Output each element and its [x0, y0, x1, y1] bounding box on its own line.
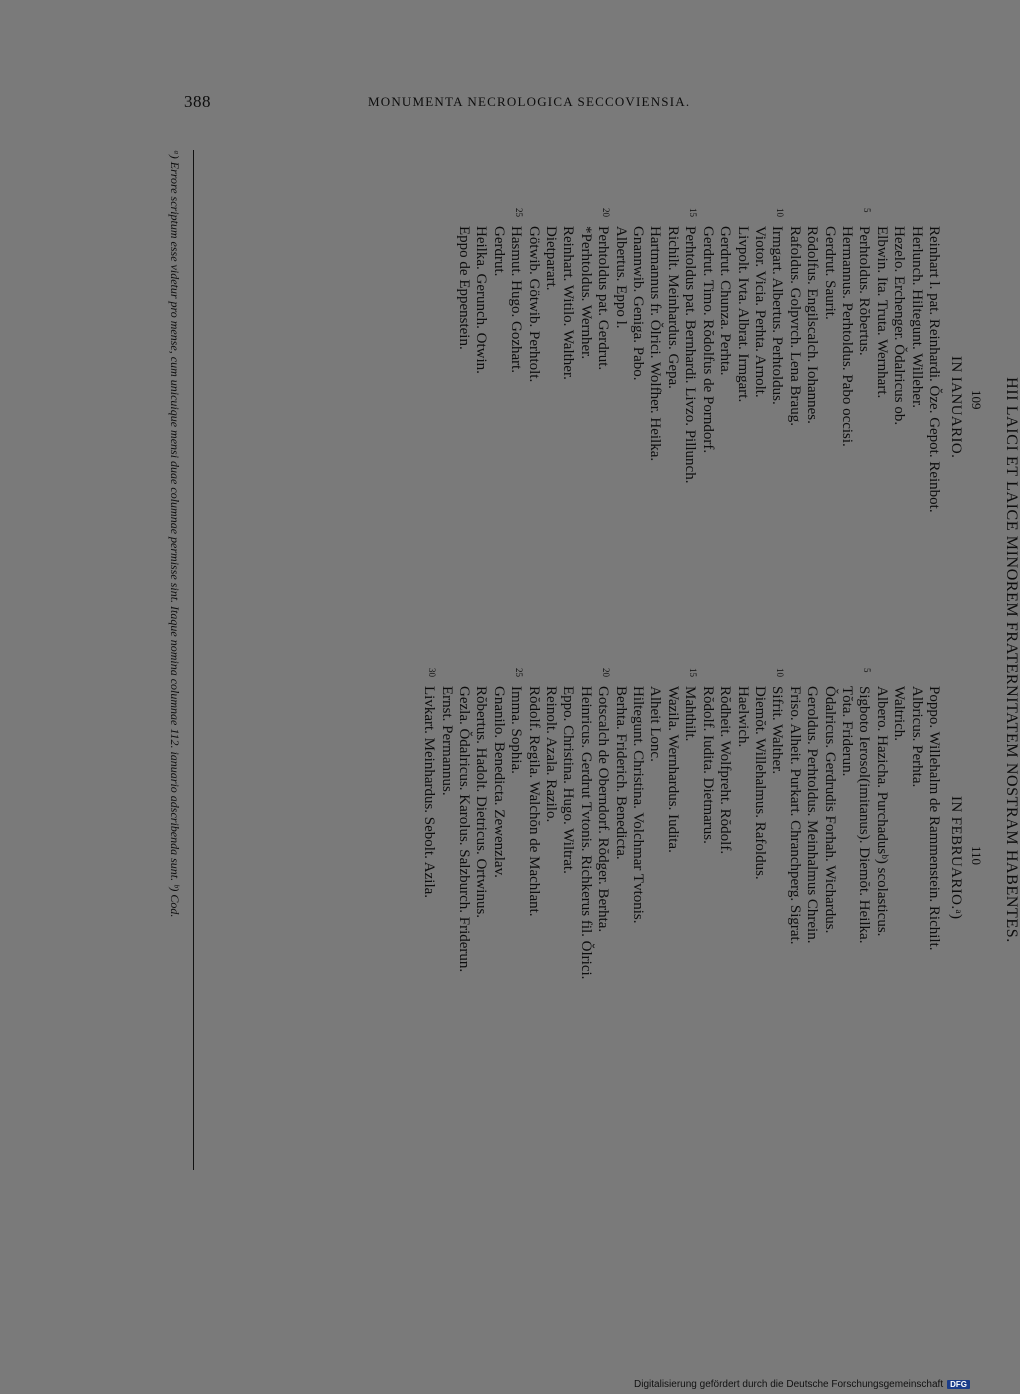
- entry-line: [489, 226, 506, 513]
- entry-text: Friso. Alheit. Purkart. Chranchperg. Sigrat.: [786, 686, 803, 945]
- entry-line: [890, 686, 907, 979]
- entry-text: Livkart. Meinhardus. Sebolt. Azila.: [421, 686, 438, 899]
- entry-text: Gerdrut. Chunza. Perhta.: [717, 226, 734, 376]
- entry-text: Dietparart.: [543, 226, 560, 291]
- entry-text: Gnanilo. Benedicta. Zewenzlav.: [490, 686, 507, 878]
- line-number: 30: [427, 668, 438, 677]
- entry-text: Heinricus. Gerdrut Tvtonis. Richkerus fil. Ŏlrici.: [577, 686, 594, 980]
- entry-line: [768, 668, 786, 979]
- entry-text: Gnannwib. Geniga. Pabo.: [630, 226, 647, 381]
- entry-text: Gezla. Ŏdalricus. Karolus. Salzburch. Friderun.: [456, 686, 473, 973]
- entry-line: [611, 226, 628, 513]
- line-number: 15: [688, 208, 699, 217]
- entry-text: Rŏdheit. Wolfpreht. Rŏdolf.: [717, 686, 734, 855]
- entry-line: [872, 226, 889, 513]
- entry-line: [872, 686, 889, 979]
- entry-line: [524, 226, 541, 513]
- entry-text: Albero. Hazicha. Purchadusᵇ) scolasticus.: [873, 686, 890, 937]
- entry-line: [751, 226, 768, 513]
- entry-line: [820, 686, 837, 979]
- entry-line: [542, 226, 559, 513]
- entry-line: [664, 686, 681, 979]
- entry-line: [507, 668, 525, 979]
- entry-text: Waltrich.: [891, 686, 908, 742]
- entry-text: Sifrit. Walther.: [769, 686, 786, 775]
- entry-text: Alheit Lonc.: [647, 686, 664, 762]
- entry-text: Ŏdalricus. Gerdrudis Forhah. Wichardus.: [821, 686, 838, 934]
- entry-line: [524, 686, 541, 979]
- entry-line: [646, 226, 663, 513]
- section-title: HII LAICI ET LAICE MINOREM FRATERNITATEM NOSTRAM HABENTES.: [1003, 377, 1020, 943]
- entry-line: [542, 686, 559, 979]
- entry-text: Livpolt. Ivta. Albrat. Irmgart.: [734, 226, 751, 403]
- entry-line: [437, 686, 454, 979]
- entry-line: [472, 686, 489, 979]
- page-number: 388: [184, 92, 211, 111]
- entry-text: Albricus. Perhta.: [908, 686, 925, 788]
- entry-line: [838, 226, 855, 513]
- entry-text: Rafoldus. Golpvrch. Lena Braug.: [786, 226, 803, 426]
- entry-text: Hartmannus fr. Ŏlrici. Wolfher. Heilka.: [647, 226, 664, 462]
- entry-text: Rŏdolfus. Engilscalch. Iohannes.: [804, 226, 821, 424]
- entry-line: [576, 226, 593, 513]
- entry-text: Geroldus. Perhtoldus. Meinhalmus Chrein.: [804, 686, 821, 944]
- entry-line: [489, 686, 506, 979]
- entry-text: Reinhart l. pat. Reinhardi. Ŏze. Gepot. Reinbot.: [926, 226, 942, 513]
- entry-text: Herlunch. Hiltegunt. Willeher.: [908, 226, 925, 408]
- entry-text: Hezelo. Erchenger. Ŏdalricus ob.: [891, 226, 908, 426]
- entry-line: [594, 668, 612, 979]
- footer-credit-text: Digitalisierung gefördert durch die Deutsche Forschungsgemeinschaft: [634, 1379, 944, 1390]
- entry-text: Gerdrut.: [490, 226, 507, 277]
- column-number-right: 110: [969, 846, 984, 866]
- footnote: ᵃ) Errore scriptum esse videtur pro mense, cum unicuique mensi duae columnae permisse sint. Itaque nomina columnae 112. ianuario adscribenda sunt. ᵇ) Cod.: [168, 150, 182, 918]
- entry-text: Diemŏt. Willehalmus. Rafoldus.: [751, 686, 768, 880]
- line-number: 20: [601, 668, 612, 677]
- entry-line: [803, 686, 820, 979]
- entry-line: [768, 208, 786, 513]
- entry-line: [733, 226, 750, 513]
- entry-text: Götwib. Götwib. Perhtolt.: [525, 226, 542, 383]
- entry-line: [716, 226, 733, 513]
- entry-text: Tŏta. Friderun.: [838, 686, 855, 777]
- entry-text: Ernst. Permannus.: [438, 686, 455, 796]
- entry-text: Sigboto Ierosol(imitanus). Diemŏt. Heilka.: [856, 686, 873, 944]
- entry-line: [925, 226, 942, 513]
- entry-text: Rŏdolf. Iudita. Dietmarus.: [699, 686, 716, 844]
- running-head: MONUMENTA NECROLOGICA SECCOVIENSIA.: [368, 94, 691, 109]
- entry-text: Hermannus. Perhtoldus. Pabo occisi.: [838, 226, 855, 447]
- entry-line: [716, 686, 733, 979]
- entry-line: [611, 686, 628, 979]
- entry-line: [907, 686, 924, 979]
- entry-line: [733, 686, 750, 979]
- entry-text: Haelwich.: [734, 686, 751, 748]
- footnote-rule: [193, 150, 194, 1170]
- entry-line: [803, 226, 820, 513]
- entry-text: Imma. Sophia.: [508, 686, 525, 774]
- entry-line: [629, 686, 646, 979]
- entry-line: [785, 226, 802, 513]
- entry-text: Albertus. Eppo l.: [612, 226, 629, 329]
- entry-line: [785, 686, 802, 979]
- entry-text: *Perhtoldus. Wernher.: [577, 226, 594, 360]
- entry-text: Hasmut. Hugo. Gozhart.: [508, 226, 525, 374]
- entry-line: [681, 668, 699, 979]
- entry-text: Elbwin. Ita. Truta. Wernhart.: [873, 226, 890, 399]
- entry-text: Eppo. Christina. Hugo. Wiltrat.: [560, 686, 577, 874]
- entry-text: Wazila. Wernhardus. Iudita.: [664, 686, 681, 853]
- line-number: 10: [775, 208, 786, 217]
- entry-line: [820, 226, 837, 513]
- entry-line: [698, 226, 715, 513]
- line-number: 20: [601, 208, 612, 217]
- entry-text: Perhtoldus pat. Bernhardi. Livzo. Pillunch.: [682, 226, 699, 484]
- entry-text: Reinolt. Azala. Razilo.: [543, 686, 560, 823]
- column-number-left: 109: [969, 390, 984, 410]
- entry-line: [838, 686, 855, 979]
- line-number: 10: [775, 668, 786, 677]
- entry-line: [925, 686, 942, 979]
- entry-line: [751, 686, 768, 979]
- line-number: 5: [862, 208, 873, 213]
- entry-line: [907, 226, 924, 513]
- column-heading-left: IN IANUARIO.: [948, 356, 964, 459]
- entry-text: Heilka. Gerunch. Otwin.: [473, 226, 490, 374]
- entry-text: Poppo. Willehalm de Rammenstein. Richilt.: [926, 686, 942, 951]
- entry-line: [890, 226, 907, 513]
- entry-line: [594, 208, 612, 513]
- line-number: 15: [688, 668, 699, 677]
- entry-line: [559, 226, 576, 513]
- entry-line: [855, 668, 873, 979]
- entry-text: Gotscalch de Oberndorf. Rŏdger. Berhta.: [595, 686, 612, 933]
- entry-text: Rŏbertus. Hadolt. Dietricus. Ortwinus.: [473, 686, 490, 919]
- line-number: 25: [514, 668, 525, 677]
- entry-line: [855, 208, 873, 513]
- entry-line: [472, 226, 489, 513]
- entry-line: [455, 686, 472, 979]
- footer-credit: [634, 1379, 970, 1390]
- entry-line: [507, 208, 525, 513]
- entry-line: [455, 226, 472, 513]
- entry-text: Eppo de Eppenstein.: [456, 226, 473, 350]
- entry-text: Viotor. Vicia. Perhta. Arnolt.: [751, 226, 768, 398]
- line-number: 5: [862, 668, 873, 673]
- entry-line: [646, 686, 663, 979]
- entry-text: Irmgart. Albertus. Perhtoldus.: [769, 226, 786, 405]
- entry-line: [629, 226, 646, 513]
- column-heading-right: IN FEBRUARIO.ᵃ): [948, 796, 964, 920]
- entry-text: Gerdrut. Timo. Rŏdolfus de Porndorf.: [699, 226, 716, 454]
- rotated-text-block: [140, 150, 1020, 1170]
- entry-list-january: [455, 208, 942, 513]
- entry-text: Gerdrut. Saurit.: [821, 226, 838, 320]
- entry-text: Reinhart. Witilo. Walther.: [560, 226, 577, 380]
- entry-text: Richilt. Meinhardus. Gepa.: [664, 226, 681, 389]
- entry-line: [698, 686, 715, 979]
- entry-line: [664, 226, 681, 513]
- line-number: 25: [514, 208, 525, 217]
- entry-list-february: [420, 668, 942, 980]
- entry-line: [420, 668, 438, 979]
- entry-text: Mahthilt.: [682, 686, 699, 742]
- entry-line: [576, 686, 593, 979]
- dfg-logo: DFG: [947, 1380, 970, 1389]
- entry-text: Perhtoldus. Rŏbertus.: [856, 226, 873, 356]
- entry-line: [681, 208, 699, 513]
- entry-text: Rŏdolf. Regila. Walchŏn de Machlant.: [525, 686, 542, 917]
- entry-text: Perhtoldus pat. Gerdrut.: [595, 226, 612, 371]
- entry-text: Hiltegunt. Christina. Volchmar Tvtonis.: [630, 686, 647, 924]
- entry-line: [559, 686, 576, 979]
- entry-text: Berhta. Friderich. Benedicta.: [612, 686, 629, 860]
